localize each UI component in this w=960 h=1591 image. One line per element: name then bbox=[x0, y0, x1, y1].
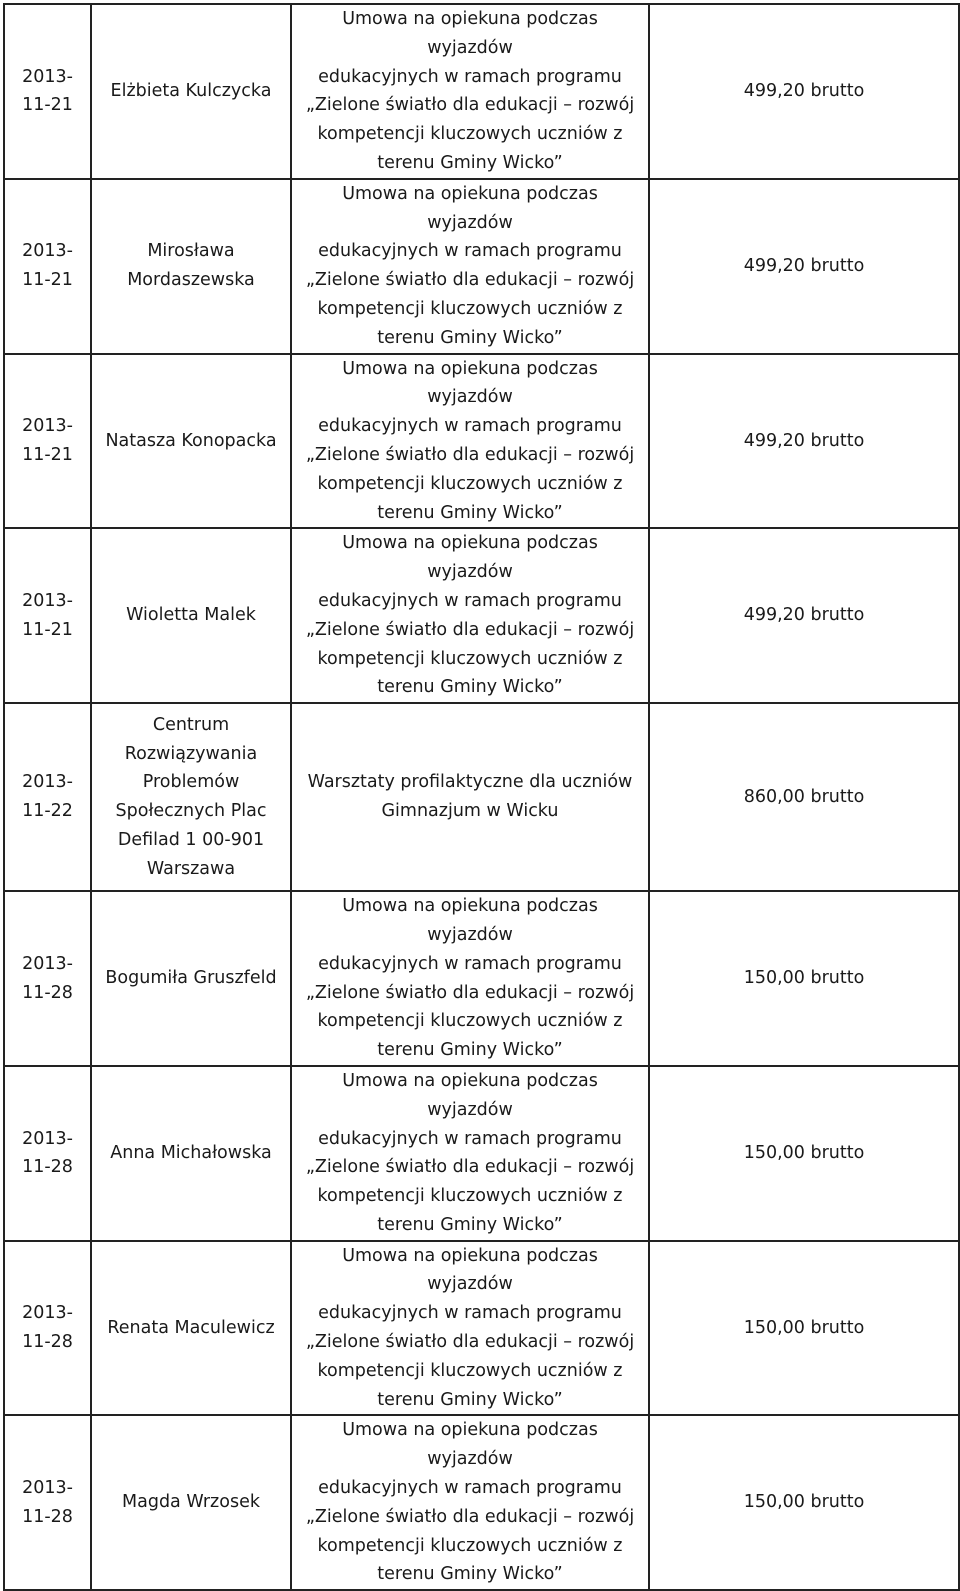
name-cell bbox=[91, 891, 291, 1066]
date-cell bbox=[4, 179, 91, 354]
description-cell-text: Umowa na opiekuna podczas wyjazdów edukacyjnych w ramach programu „Zielone światło dla edukacji – rozwój kompetencji kluczowych uczniów z terenu Gminy Wicko” bbox=[305, 896, 635, 1061]
date-cell-text: 2013-11-21 bbox=[22, 590, 73, 640]
amount-cell bbox=[649, 4, 959, 179]
amount-cell bbox=[649, 1241, 959, 1416]
date-cell bbox=[4, 703, 91, 891]
name-cell-text: Centrum Rozwiązywania Problemów Społecznych Plac Defilad 1 00-901 Warszawa bbox=[115, 714, 267, 879]
date-cell bbox=[4, 4, 91, 179]
table-row bbox=[4, 179, 959, 354]
amount-cell bbox=[649, 1415, 959, 1590]
date-cell-text: 2013-11-28 bbox=[22, 1128, 73, 1178]
description-cell-text: Warsztaty profilaktyczne dla uczniów Gimnazjum w Wicku bbox=[307, 772, 633, 822]
name-cell-text: Renata Maculewicz bbox=[107, 1317, 275, 1338]
name-cell bbox=[91, 1066, 291, 1241]
amount-cell-text: 499,20 brutto bbox=[743, 255, 865, 276]
date-cell-text: 2013-11-22 bbox=[22, 772, 73, 822]
table-row bbox=[4, 891, 959, 1066]
amount-cell bbox=[649, 891, 959, 1066]
description-cell-text: Umowa na opiekuna podczas wyjazdów edukacyjnych w ramach programu „Zielone światło dla edukacji – rozwój kompetencji kluczowych uczniów z terenu Gminy Wicko” bbox=[305, 9, 635, 173]
contracts-table bbox=[3, 3, 960, 1591]
description-cell bbox=[291, 354, 649, 529]
amount-cell bbox=[649, 1066, 959, 1241]
name-cell-text: Elżbieta Kulczycka bbox=[110, 80, 272, 101]
name-cell-text: Wioletta Malek bbox=[126, 605, 256, 626]
contracts-table-body bbox=[4, 4, 959, 1590]
table-row bbox=[4, 1415, 959, 1590]
description-cell bbox=[291, 4, 649, 179]
amount-cell-text: 150,00 brutto bbox=[743, 1492, 865, 1513]
name-cell bbox=[91, 1415, 291, 1590]
amount-cell-text: 860,00 brutto bbox=[743, 786, 865, 807]
date-cell-text: 2013-11-28 bbox=[22, 953, 73, 1003]
description-cell bbox=[291, 703, 649, 891]
table-row bbox=[4, 703, 959, 891]
date-cell bbox=[4, 1066, 91, 1241]
name-cell-text: Bogumiła Gruszfeld bbox=[105, 968, 277, 989]
amount-cell-text: 499,20 brutto bbox=[743, 605, 865, 626]
amount-cell bbox=[649, 354, 959, 529]
amount-cell-text: 499,20 brutto bbox=[743, 430, 865, 451]
table-row bbox=[4, 1241, 959, 1416]
name-cell bbox=[91, 4, 291, 179]
table-row bbox=[4, 528, 959, 703]
table-row bbox=[4, 1066, 959, 1241]
description-cell-text: Umowa na opiekuna podczas wyjazdów edukacyjnych w ramach programu „Zielone światło dla edukacji – rozwój kompetencji kluczowych uczniów z terenu Gminy Wicko” bbox=[305, 1245, 635, 1410]
document-page bbox=[3, 3, 958, 1591]
date-cell-text: 2013-11-21 bbox=[22, 416, 73, 465]
date-cell bbox=[4, 1241, 91, 1416]
name-cell-text: Natasza Konopacka bbox=[105, 430, 277, 451]
name-cell-text: Magda Wrzosek bbox=[122, 1492, 260, 1513]
date-cell-text: 2013-11-21 bbox=[22, 241, 73, 291]
amount-cell-text: 499,20 brutto bbox=[743, 80, 865, 101]
description-cell bbox=[291, 528, 649, 703]
description-cell bbox=[291, 179, 649, 354]
amount-cell-text: 150,00 brutto bbox=[743, 1142, 865, 1163]
date-cell bbox=[4, 528, 91, 703]
description-cell bbox=[291, 1415, 649, 1590]
name-cell bbox=[91, 703, 291, 891]
table-row bbox=[4, 4, 959, 179]
date-cell bbox=[4, 354, 91, 529]
name-cell bbox=[91, 1241, 291, 1416]
name-cell bbox=[91, 528, 291, 703]
date-cell-text: 2013-11-28 bbox=[22, 1303, 73, 1353]
description-cell-text: Umowa na opiekuna podczas wyjazdów edukacyjnych w ramach programu „Zielone światło dla edukacji – rozwój kompetencji kluczowych uczniów z terenu Gminy Wicko” bbox=[305, 1420, 635, 1585]
date-cell bbox=[4, 1415, 91, 1590]
date-cell bbox=[4, 891, 91, 1066]
description-cell-text: Umowa na opiekuna podczas wyjazdów edukacyjnych w ramach programu „Zielone światło dla edukacji – rozwój kompetencji kluczowych uczniów z terenu Gminy Wicko” bbox=[305, 183, 635, 348]
description-cell bbox=[291, 1066, 649, 1241]
description-cell-text: Umowa na opiekuna podczas wyjazdów edukacyjnych w ramach programu „Zielone światło dla edukacji – rozwój kompetencji kluczowych uczniów z terenu Gminy Wicko” bbox=[305, 533, 635, 698]
amount-cell bbox=[649, 528, 959, 703]
amount-cell bbox=[649, 703, 959, 891]
date-cell-text: 2013-11-28 bbox=[22, 1478, 73, 1527]
description-cell-text: Umowa na opiekuna podczas wyjazdów edukacyjnych w ramach programu „Zielone światło dla edukacji – rozwój kompetencji kluczowych uczniów z terenu Gminy Wicko” bbox=[305, 358, 635, 523]
amount-cell-text: 150,00 brutto bbox=[743, 968, 865, 989]
date-cell-text: 2013-11-21 bbox=[22, 66, 73, 116]
name-cell bbox=[91, 354, 291, 529]
name-cell-text: Mirosława Mordaszewska bbox=[127, 241, 255, 291]
description-cell-text: Umowa na opiekuna podczas wyjazdów edukacyjnych w ramach programu „Zielone światło dla edukacji – rozwój kompetencji kluczowych uczniów z terenu Gminy Wicko” bbox=[305, 1070, 635, 1235]
table-row bbox=[4, 354, 959, 529]
amount-cell bbox=[649, 179, 959, 354]
description-cell bbox=[291, 1241, 649, 1416]
amount-cell-text: 150,00 brutto bbox=[743, 1317, 865, 1338]
description-cell bbox=[291, 891, 649, 1066]
name-cell-text: Anna Michałowska bbox=[110, 1142, 272, 1163]
name-cell bbox=[91, 179, 291, 354]
